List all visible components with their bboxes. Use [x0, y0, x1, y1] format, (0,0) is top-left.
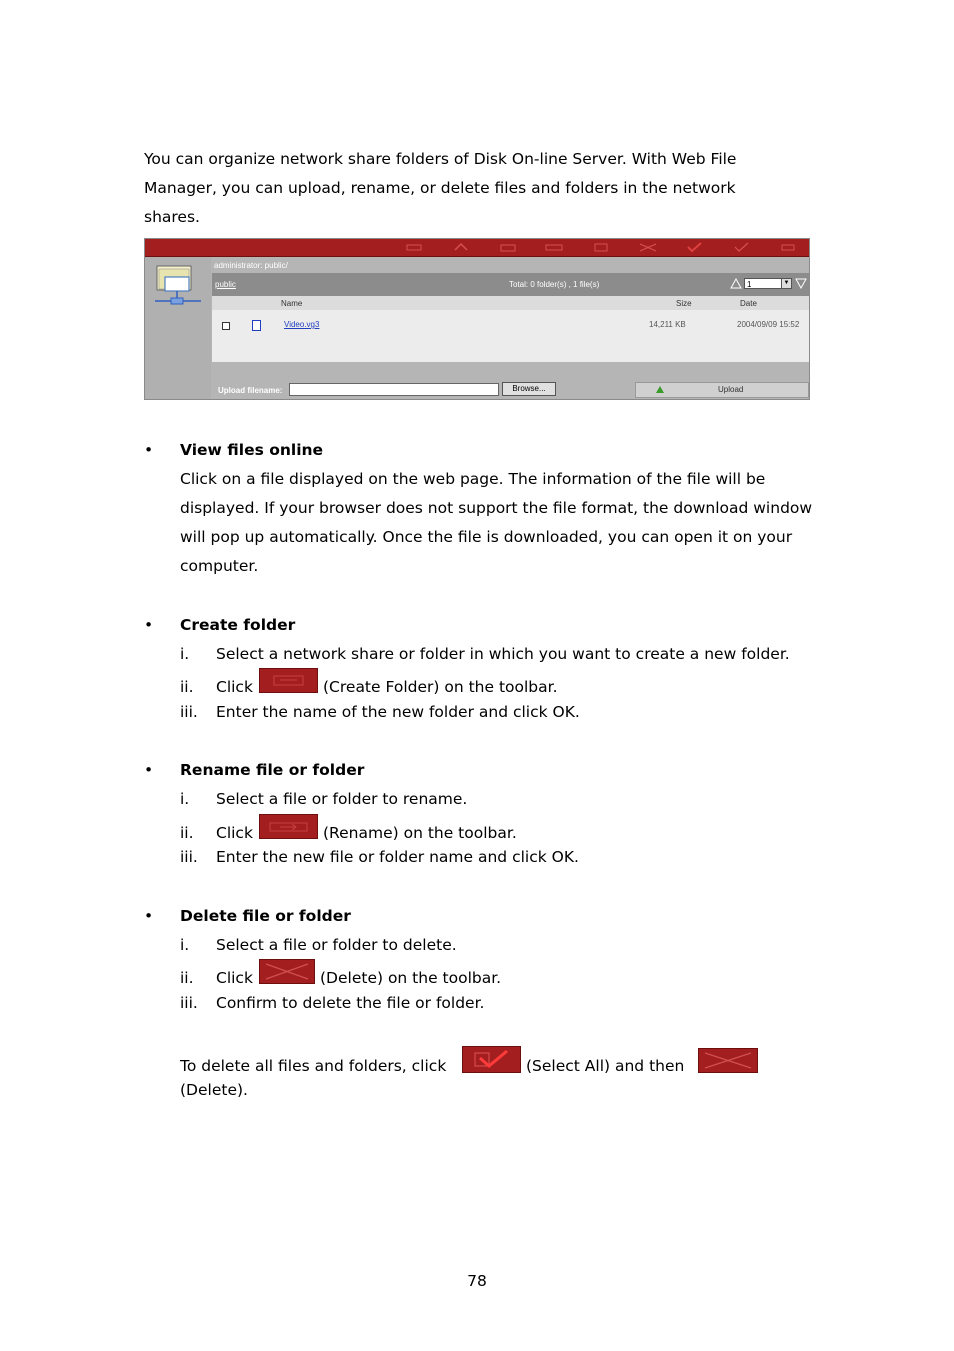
step-number: i. [180, 790, 190, 808]
file-name-link[interactable]: Video.vg3 [284, 320, 320, 329]
current-path: administrator: public/ [214, 261, 288, 270]
network-folder-icon [145, 257, 211, 317]
delete-icon [698, 1048, 758, 1073]
step-number: iii. [180, 994, 198, 1012]
file-date: 2004/09/09 15:52 [737, 320, 800, 329]
browse-button[interactable]: Browse... [502, 382, 556, 396]
step-number: iii. [180, 848, 198, 866]
step-text: Click [216, 824, 253, 842]
file-manager-toolbar [145, 239, 810, 257]
create-folder-icon[interactable] [497, 242, 519, 253]
deselect-icon[interactable] [730, 242, 752, 253]
page-select-value: 1 [747, 280, 752, 289]
refresh-icon[interactable] [403, 242, 425, 253]
table-row [212, 317, 810, 331]
share-bar [212, 273, 810, 296]
page-number: 78 [467, 1272, 487, 1290]
file-manager-sidebar [145, 257, 211, 400]
page-down-icon[interactable] [795, 278, 807, 289]
step-text: Select a network share or folder in which you want to create a new folder. [216, 645, 790, 663]
bullet: • [144, 616, 154, 634]
upload-icon[interactable] [450, 242, 472, 253]
delete-all-text: (Select All) and then [526, 1057, 685, 1075]
share-link[interactable]: public [215, 280, 236, 289]
step-text: Select a file or folder to delete. [216, 936, 457, 954]
rename-icon[interactable] [543, 242, 565, 253]
intro-paragraph: You can organize network share folders of Disk On-line Server. With Web File Manager, you can upload, rename, or delete files and folders in the network shares. [144, 150, 737, 226]
step-number: i. [180, 645, 190, 663]
step-number: iii. [180, 703, 198, 721]
upload-button-label: Upload [718, 385, 744, 394]
delete-all-text: To delete all files and folders, click [180, 1057, 447, 1075]
file-icon [252, 320, 261, 331]
delete-all-text: (Delete). [180, 1081, 248, 1099]
column-name[interactable]: Name [281, 299, 303, 308]
step-number: i. [180, 936, 190, 954]
chevron-down-icon[interactable]: ▼ [781, 279, 791, 288]
rename-icon [259, 814, 318, 839]
select-all-icon [462, 1046, 521, 1073]
step-text: Enter the new file or folder name and click OK. [216, 848, 579, 866]
upload-filename-input[interactable] [289, 383, 499, 396]
step-text: Enter the name of the new folder and click OK. [216, 703, 580, 721]
select-all-icon[interactable] [683, 242, 705, 253]
step-number: ii. [180, 678, 194, 696]
delete-heading: Delete file or folder [180, 907, 351, 925]
rename-heading: Rename file or folder [180, 761, 365, 779]
create-folder-icon [259, 668, 318, 693]
step-text: (Create Folder) on the toolbar. [323, 678, 558, 696]
column-date[interactable]: Date [740, 299, 757, 308]
view-files-heading: View files online [180, 441, 324, 459]
bullet: • [144, 907, 154, 925]
copy-icon[interactable] [590, 242, 612, 253]
bullet: • [144, 761, 154, 779]
step-text: Select a file or folder to rename. [216, 790, 468, 808]
step-text: Click [216, 969, 253, 987]
step-text: (Rename) on the toolbar. [323, 824, 517, 842]
step-number: ii. [180, 969, 194, 987]
file-list [212, 296, 810, 362]
step-text: Confirm to delete the file or folder. [216, 994, 485, 1012]
upload-button[interactable] [635, 382, 809, 398]
file-checkbox[interactable] [222, 322, 230, 330]
view-files-body: Click on a file displayed on the web page. The information of the file will be displayed. If your browser does not support the file format, the download window will pop up automatically. Once the file is downloaded, you can open it on your computer. [180, 470, 813, 575]
step-number: ii. [180, 824, 194, 842]
upload-filename-label: Upload filename: [218, 386, 283, 395]
web-file-manager-screenshot [144, 238, 810, 400]
create-folder-heading: Create folder [180, 616, 296, 634]
page-up-icon[interactable] [730, 278, 742, 289]
step-text: (Delete) on the toolbar. [320, 969, 502, 987]
file-size: 14,211 KB [649, 320, 686, 329]
column-size[interactable]: Size [676, 299, 692, 308]
arrow-up-icon [656, 386, 664, 393]
bullet: • [144, 441, 154, 459]
delete-icon [259, 959, 315, 984]
page-select[interactable] [744, 278, 792, 289]
step-text: Click [216, 678, 253, 696]
logout-icon[interactable] [777, 242, 799, 253]
delete-icon[interactable] [637, 242, 659, 253]
total-count: Total: 0 folder(s) , 1 file(s) [509, 280, 600, 289]
file-list-header [212, 296, 810, 310]
